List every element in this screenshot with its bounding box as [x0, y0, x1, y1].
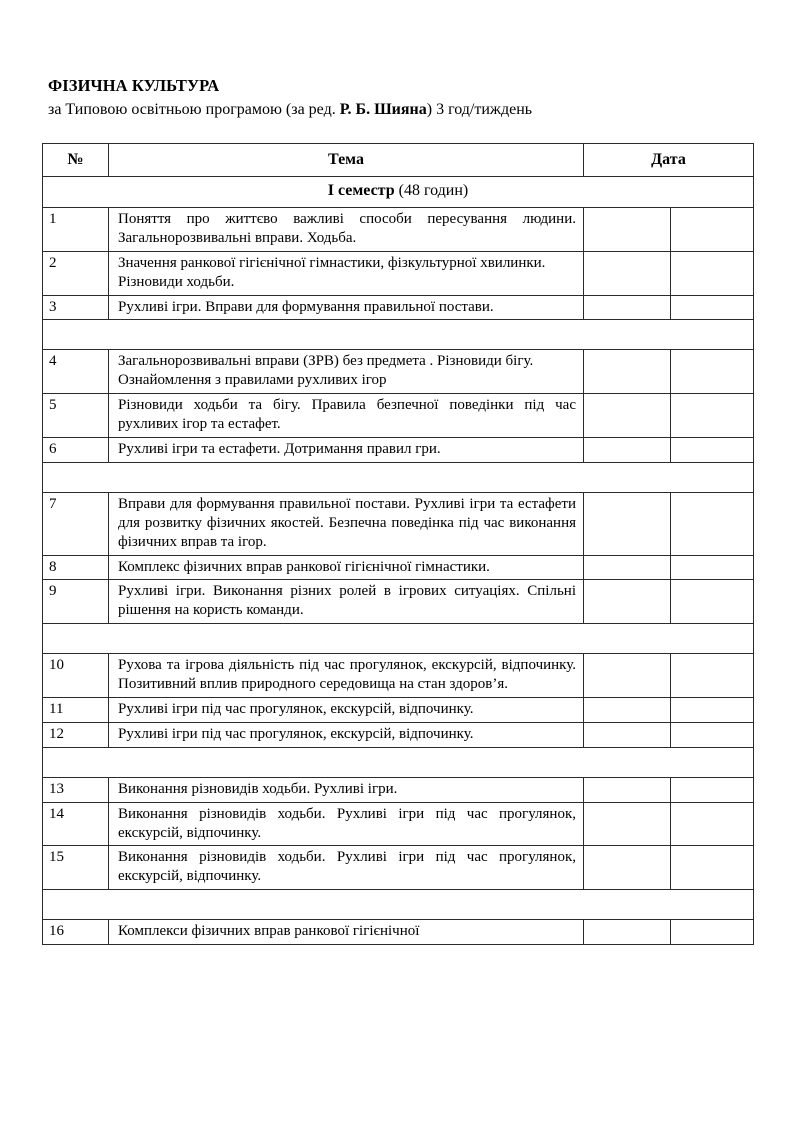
spacer-cell: [43, 624, 754, 654]
lesson-theme-cell: Поняття про життєво важливі способи пересування людини. Загальнорозвивальні вправи. Ходьба.: [109, 208, 584, 252]
lesson-date-cell-2[interactable]: [671, 295, 754, 320]
lesson-theme-cell: Загальнорозвивальні вправи (ЗРВ) без предмета . Різновиди бігу. Ознайомлення з правилами рухливих ігор: [109, 350, 584, 394]
lesson-number-cell: 7: [43, 492, 109, 555]
spacer-cell: [43, 320, 754, 350]
lesson-date-cell-2[interactable]: [671, 350, 754, 394]
subtitle-text-after: ) 3 год/тиждень: [426, 100, 533, 118]
column-header-date: Дата: [584, 144, 754, 177]
table-row: [43, 580, 754, 624]
lesson-theme-cell: Виконання різновидів ходьби. Рухливі ігри під час прогулянок, екскурсій, відпочинку.: [109, 846, 584, 890]
lesson-number-cell: 10: [43, 654, 109, 698]
lesson-theme-cell: Різновиди ходьби та бігу. Правила безпечної поведінки під час рухливих ігор та естафет.: [109, 394, 584, 438]
lesson-date-cell-1[interactable]: [584, 438, 671, 463]
lesson-date-cell-2[interactable]: [671, 208, 754, 252]
semester-name: І семестр: [327, 182, 395, 200]
lesson-date-cell-2[interactable]: [671, 251, 754, 295]
lesson-number-cell: 1: [43, 208, 109, 252]
page-title: ФІЗИЧНА КУЛЬТУРА: [48, 76, 220, 95]
lesson-number-cell: 8: [43, 555, 109, 580]
lesson-plan-table: [42, 143, 754, 945]
lesson-date-cell-2[interactable]: [671, 777, 754, 802]
lesson-number-cell: 2: [43, 251, 109, 295]
spacer-cell: [43, 890, 754, 920]
lesson-theme-cell: Вправи для формування правильної постави. Рухливі ігри та естафети для розвитку фізичних якостей. Безпечна поведінка під час виконання фізичних вправ та ігор.: [109, 492, 584, 555]
lesson-date-cell-1[interactable]: [584, 350, 671, 394]
lesson-number-cell: 13: [43, 777, 109, 802]
table-row: [43, 438, 754, 463]
lesson-date-cell-1[interactable]: [584, 920, 671, 945]
subtitle-text-before: за Типовою освітньою програмою (за ред.: [48, 100, 340, 118]
table-row: [43, 846, 754, 890]
column-header-number: №: [43, 144, 109, 177]
table-row: [43, 350, 754, 394]
table-spacer-row: [43, 624, 754, 654]
semester-row: [43, 177, 754, 208]
table-row: [43, 722, 754, 747]
table-row: [43, 295, 754, 320]
lesson-theme-cell: Значення ранкової гігієнічної гімнастики, фізкультурної хвилинки. Різновиди ходьби.: [109, 251, 584, 295]
table-row: [43, 555, 754, 580]
lesson-number-cell: 6: [43, 438, 109, 463]
lesson-theme-cell: Рухливі ігри. Вправи для формування правильної постави.: [109, 295, 584, 320]
table-row: [43, 777, 754, 802]
lesson-date-cell-1[interactable]: [584, 251, 671, 295]
lesson-number-cell: 15: [43, 846, 109, 890]
lesson-date-cell-1[interactable]: [584, 295, 671, 320]
table-spacer-row: [43, 320, 754, 350]
lesson-date-cell-2[interactable]: [671, 722, 754, 747]
lesson-theme-cell: Рухливі ігри. Виконання різних ролей в ігрових ситуаціях. Спільні рішення на користь команди.: [109, 580, 584, 624]
lesson-date-cell-2[interactable]: [671, 654, 754, 698]
lesson-date-cell-2[interactable]: [671, 492, 754, 555]
table-row: [43, 208, 754, 252]
lesson-date-cell-2[interactable]: [671, 580, 754, 624]
table-spacer-row: [43, 747, 754, 777]
lesson-date-cell-2[interactable]: [671, 555, 754, 580]
lesson-date-cell-1[interactable]: [584, 208, 671, 252]
lesson-date-cell-2[interactable]: [671, 802, 754, 846]
semester-hours: (48 годин): [398, 182, 469, 200]
spacer-cell: [43, 747, 754, 777]
lesson-date-cell-1[interactable]: [584, 492, 671, 555]
table-row: [43, 698, 754, 723]
lesson-date-cell-1[interactable]: [584, 698, 671, 723]
table-row: [43, 251, 754, 295]
lesson-date-cell-1[interactable]: [584, 777, 671, 802]
lesson-theme-cell: Комплекси фізичних вправ ранкової гігієнічної: [109, 920, 584, 945]
lesson-date-cell-2[interactable]: [671, 394, 754, 438]
lesson-theme-cell: Рухливі ігри та естафети. Дотримання правил гри.: [109, 438, 584, 463]
column-header-theme: Тема: [109, 144, 584, 177]
table-spacer-row: [43, 890, 754, 920]
table-header-row: [43, 144, 754, 177]
lesson-theme-cell: Виконання різновидів ходьби. Рухливі ігри.: [109, 777, 584, 802]
lesson-theme-cell: Рухливі ігри під час прогулянок, екскурсій, відпочинку.: [109, 698, 584, 723]
table-row: [43, 492, 754, 555]
spacer-cell: [43, 462, 754, 492]
table-row: [43, 920, 754, 945]
lesson-number-cell: 16: [43, 920, 109, 945]
lesson-date-cell-2[interactable]: [671, 698, 754, 723]
lesson-date-cell-1[interactable]: [584, 846, 671, 890]
lesson-theme-cell: Виконання різновидів ходьби. Рухливі ігри під час прогулянок, екскурсій, відпочинку.: [109, 802, 584, 846]
lesson-number-cell: 4: [43, 350, 109, 394]
semester-label: [43, 177, 754, 208]
lesson-date-cell-1[interactable]: [584, 580, 671, 624]
table-row: [43, 654, 754, 698]
lesson-number-cell: 3: [43, 295, 109, 320]
table-row: [43, 802, 754, 846]
lesson-date-cell-2[interactable]: [671, 846, 754, 890]
lesson-theme-cell: Рухова та ігрова діяльність під час прогулянок, екскурсій, відпочинку. Позитивний вплив природного середовища на стан здоров’я.: [109, 654, 584, 698]
lesson-theme-cell: Комплекс фізичних вправ ранкової гігієнічної гімнастики.: [109, 555, 584, 580]
lesson-date-cell-1[interactable]: [584, 802, 671, 846]
lesson-number-cell: 11: [43, 698, 109, 723]
table-spacer-row: [43, 462, 754, 492]
lesson-date-cell-1[interactable]: [584, 722, 671, 747]
lesson-number-cell: 9: [43, 580, 109, 624]
lesson-date-cell-1[interactable]: [584, 555, 671, 580]
lesson-number-cell: 12: [43, 722, 109, 747]
subtitle-editor-name: Р. Б. Шияна: [339, 100, 427, 118]
lesson-theme-cell: Рухливі ігри під час прогулянок, екскурсій, відпочинку.: [109, 722, 584, 747]
lesson-date-cell-1[interactable]: [584, 394, 671, 438]
lesson-date-cell-2[interactable]: [671, 920, 754, 945]
document-heading: [48, 76, 748, 120]
document-subtitle: [48, 100, 748, 121]
table-row: [43, 394, 754, 438]
lesson-date-cell-1[interactable]: [584, 654, 671, 698]
lesson-date-cell-2[interactable]: [671, 438, 754, 463]
lesson-number-cell: 5: [43, 394, 109, 438]
lesson-number-cell: 14: [43, 802, 109, 846]
